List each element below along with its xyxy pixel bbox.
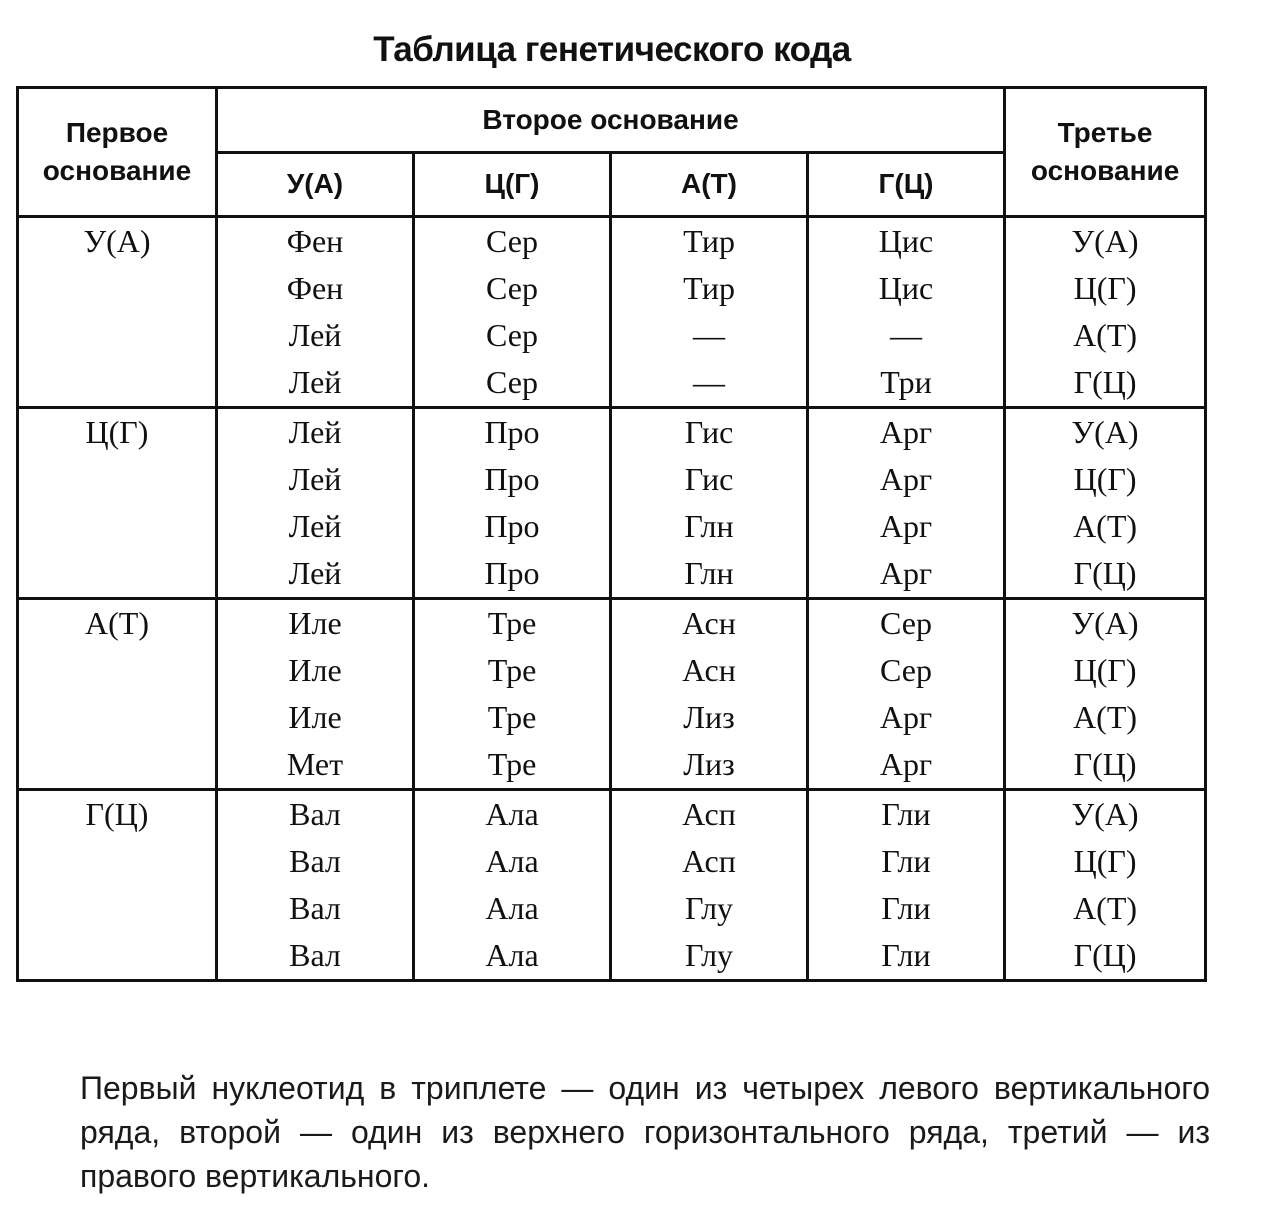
table-row xyxy=(18,599,1206,790)
amino-acid: Ала xyxy=(485,937,539,973)
amino-acid-cell xyxy=(414,217,611,408)
third-base: Г(Ц) xyxy=(1073,555,1137,591)
amino-acid: Вал xyxy=(289,890,341,926)
amino-acid: Арг xyxy=(879,461,933,497)
third-base: А(Т) xyxy=(1073,699,1138,735)
amino-acid: Тре xyxy=(487,652,537,688)
amino-acid: Сер xyxy=(880,605,932,641)
third-base: Г(Ц) xyxy=(1073,746,1137,782)
amino-acid: Асп xyxy=(682,843,736,879)
amino-acid: Глн xyxy=(684,555,734,591)
third-base: Г(Ц) xyxy=(1073,937,1137,973)
third-base: А(Т) xyxy=(1073,508,1138,544)
third-base: У(А) xyxy=(1071,796,1139,832)
amino-acid: Мет xyxy=(286,746,344,782)
table-row xyxy=(18,408,1206,599)
amino-acid: Сер xyxy=(486,270,538,306)
amino-acid: Ала xyxy=(485,796,539,832)
amino-acid: Вал xyxy=(289,937,341,973)
header-second-base: Второе основание xyxy=(217,88,1005,153)
amino-acid: Лей xyxy=(288,317,342,353)
amino-acid: Арг xyxy=(879,555,933,591)
amino-acid: Тре xyxy=(487,746,537,782)
amino-acid: Иле xyxy=(288,605,342,641)
amino-acid: Ала xyxy=(485,843,539,879)
amino-acid-cell xyxy=(611,408,808,599)
amino-acid: Лей xyxy=(288,555,342,591)
third-base-cell xyxy=(1005,790,1206,981)
amino-acid: Глу xyxy=(684,937,734,973)
amino-acid-cell xyxy=(611,790,808,981)
explanation-note: Первый нуклеотид в триплете — один из четырех левого вертикального ряда, второй — один из верхнего горизонтального ряда, третий — из правого вертикального. xyxy=(80,1070,1210,1194)
amino-acid: Цис xyxy=(878,223,934,259)
amino-acid-cell xyxy=(611,217,808,408)
amino-acid: Глн xyxy=(684,508,734,544)
second-base-a: А(Т) xyxy=(611,152,808,217)
amino-acid-cell xyxy=(808,217,1005,408)
amino-acid: Иле xyxy=(288,699,342,735)
amino-acid-cell xyxy=(217,599,414,790)
third-base-cell xyxy=(1005,599,1206,790)
third-base: Г(Ц) xyxy=(1073,364,1137,400)
table-row xyxy=(18,790,1206,981)
third-base: У(А) xyxy=(1071,414,1139,450)
amino-acid: Сер xyxy=(486,364,538,400)
amino-acid: — xyxy=(890,317,923,353)
second-base-c: Ц(Г) xyxy=(414,152,611,217)
amino-acid: Про xyxy=(484,414,540,450)
amino-acid: Гли xyxy=(881,843,931,879)
amino-acid: Лей xyxy=(288,364,342,400)
amino-acid: Арг xyxy=(879,699,933,735)
amino-acid-cell xyxy=(414,790,611,981)
amino-acid: Сер xyxy=(486,223,538,259)
third-base: Ц(Г) xyxy=(1073,461,1137,497)
amino-acid-cell xyxy=(414,408,611,599)
amino-acid-cell xyxy=(808,790,1005,981)
third-base-cell xyxy=(1005,408,1206,599)
first-base-cell: Ц(Г) xyxy=(18,408,217,599)
second-base-u: У(А) xyxy=(217,152,414,217)
amino-acid: Лей xyxy=(288,508,342,544)
amino-acid: Лиз xyxy=(683,746,735,782)
third-base: У(А) xyxy=(1071,605,1139,641)
third-base: Ц(Г) xyxy=(1073,843,1137,879)
amino-acid-cell xyxy=(808,599,1005,790)
amino-acid: Про xyxy=(484,555,540,591)
second-base-g: Г(Ц) xyxy=(808,152,1005,217)
amino-acid: Про xyxy=(484,508,540,544)
first-base-cell: А(Т) xyxy=(18,599,217,790)
amino-acid: Арг xyxy=(879,414,933,450)
amino-acid: Гис xyxy=(684,414,734,450)
amino-acid: Лей xyxy=(288,461,342,497)
amino-acid: Тре xyxy=(487,605,537,641)
amino-acid: Цис xyxy=(878,270,934,306)
amino-acid: — xyxy=(693,364,725,400)
amino-acid-cell xyxy=(217,408,414,599)
amino-acid-cell xyxy=(611,599,808,790)
amino-acid: Гис xyxy=(684,461,734,497)
amino-acid: Фен xyxy=(286,223,344,259)
amino-acid: Гли xyxy=(881,796,931,832)
amino-acid: Лей xyxy=(288,414,342,450)
amino-acid-cell xyxy=(217,217,414,408)
header-first-base: Первое основание xyxy=(18,88,217,217)
amino-acid: Вал xyxy=(289,843,341,879)
page-title: Таблица генетического кода xyxy=(373,30,851,69)
amino-acid-cell xyxy=(808,408,1005,599)
amino-acid: Гли xyxy=(881,890,931,926)
amino-acid: Гли xyxy=(881,937,931,973)
amino-acid: Про xyxy=(484,461,540,497)
first-base-cell: Г(Ц) xyxy=(18,790,217,981)
amino-acid: Тир xyxy=(683,223,735,259)
amino-acid: Лиз xyxy=(683,699,735,735)
header-third-base: Третье основание xyxy=(1005,88,1206,217)
third-base: Ц(Г) xyxy=(1073,270,1137,306)
amino-acid-cell xyxy=(217,790,414,981)
amino-acid: Сер xyxy=(880,652,932,688)
genetic-code-table xyxy=(16,86,1207,982)
amino-acid-cell xyxy=(414,599,611,790)
amino-acid: Вал xyxy=(289,796,341,832)
third-base-cell xyxy=(1005,217,1206,408)
first-base-cell: У(А) xyxy=(18,217,217,408)
amino-acid: — xyxy=(693,317,725,353)
amino-acid: Асп xyxy=(682,796,736,832)
amino-acid: Арг xyxy=(879,508,933,544)
amino-acid: Глу xyxy=(684,890,734,926)
amino-acid: Асн xyxy=(682,605,736,641)
amino-acid: Ала xyxy=(485,890,539,926)
third-base: Ц(Г) xyxy=(1073,652,1137,688)
third-base: А(Т) xyxy=(1073,890,1138,926)
amino-acid: Тир xyxy=(683,270,735,306)
third-base: У(А) xyxy=(1071,223,1139,259)
table-body xyxy=(18,217,1206,981)
amino-acid: Фен xyxy=(286,270,344,306)
amino-acid: Арг xyxy=(879,746,933,782)
amino-acid: Сер xyxy=(486,317,538,353)
amino-acid: Асн xyxy=(682,652,736,688)
table-row xyxy=(18,217,1206,408)
amino-acid: Иле xyxy=(288,652,342,688)
amino-acid: Три xyxy=(880,364,932,400)
third-base: А(Т) xyxy=(1073,317,1138,353)
amino-acid: Тре xyxy=(487,699,537,735)
